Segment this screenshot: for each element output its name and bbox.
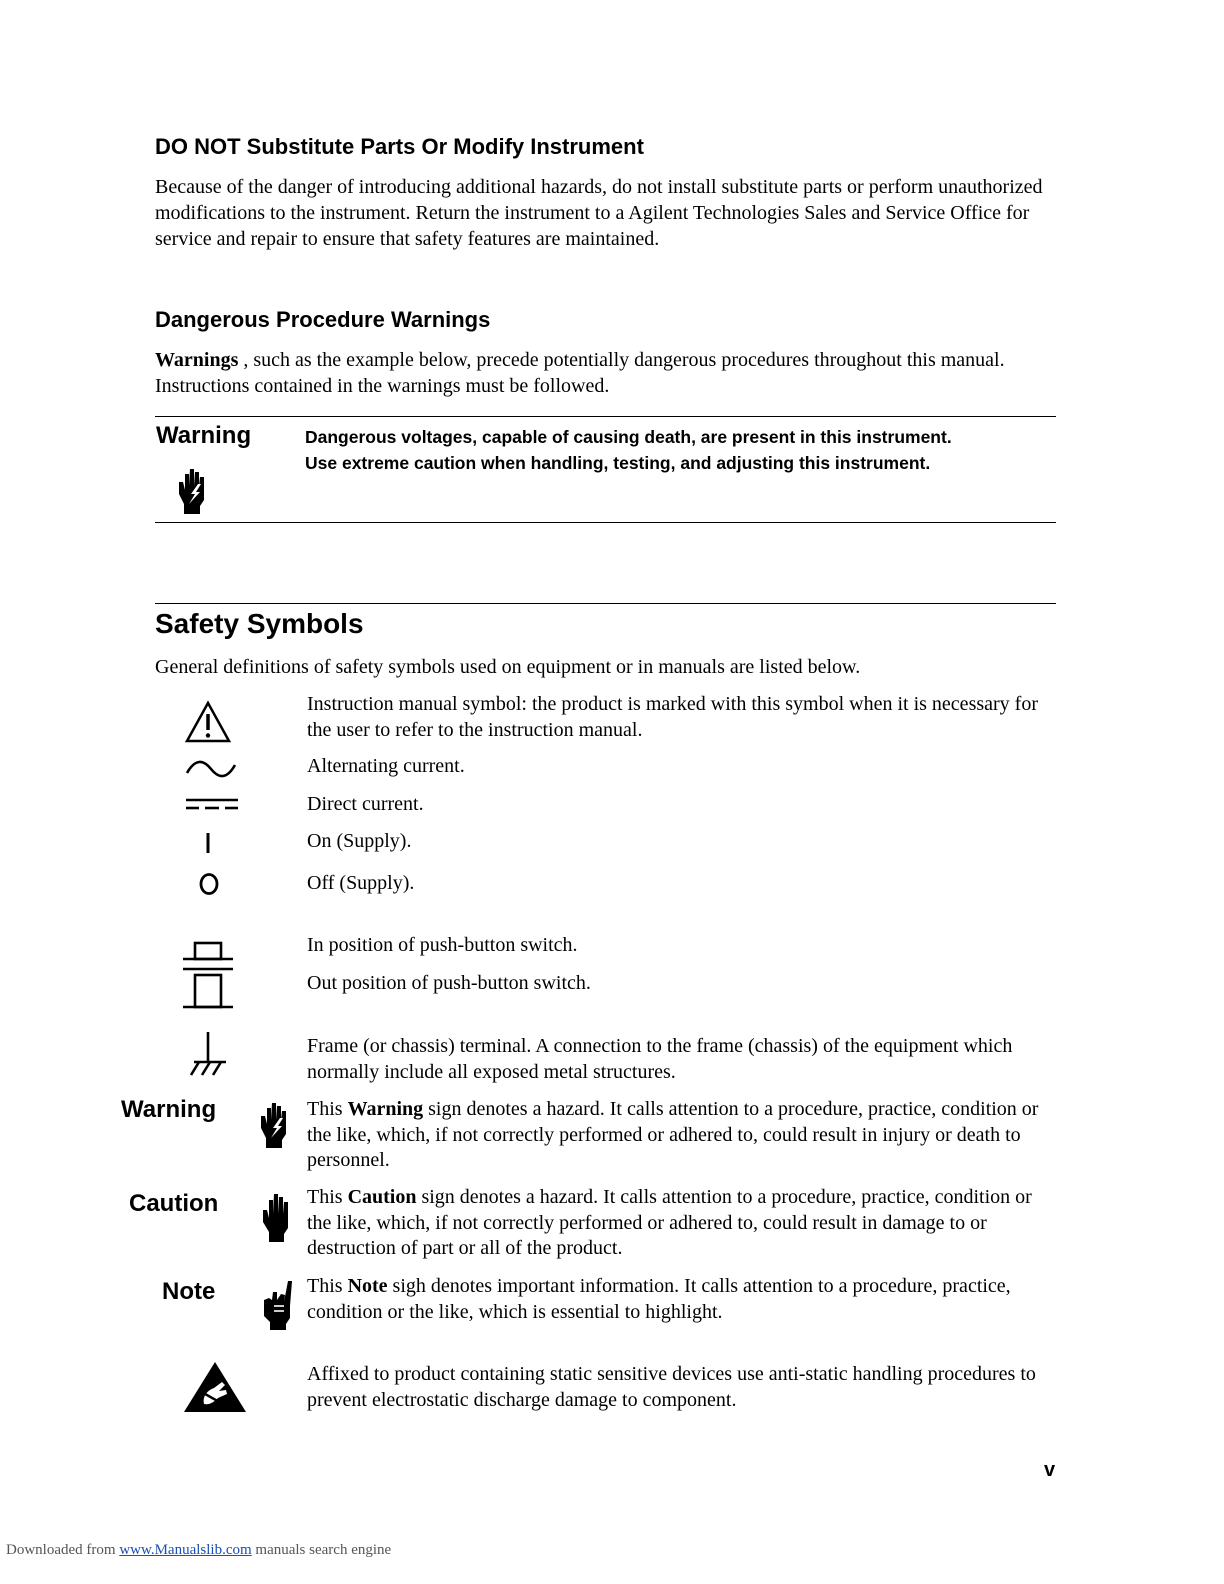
- note-sign-term: Note: [347, 1275, 388, 1297]
- off-supply-icon: [198, 872, 220, 896]
- safety-symbols-title: Safety Symbols: [155, 608, 364, 639]
- push-button-in-text: In position of push-button switch.: [307, 934, 578, 956]
- push-button-out-icon: [182, 965, 234, 1011]
- section-heading-dangerous-procedure: Dangerous Procedure Warnings: [155, 307, 491, 332]
- instruction-manual-triangle-icon: [184, 700, 232, 744]
- section-heading-substitute-parts: DO NOT Substitute Parts Or Modify Instrument: [155, 134, 644, 159]
- instruction-manual-text: Instruction manual symbol: the product is marked with this symbol when it is necessary for the user to refer to the instruction manual.: [307, 693, 1038, 741]
- warnings-description: , such as the example below, precede potentially dangerous procedures throughout this manual. Instructions contained in the warnings must be followed.: [155, 349, 1005, 397]
- direct-current-icon: [185, 797, 239, 811]
- chassis-terminal-icon: [186, 1030, 230, 1078]
- safety-symbols-intro: General definitions of safety symbols used on equipment or in manuals are listed below.: [155, 656, 861, 678]
- note-sign-text: [307, 1274, 1057, 1325]
- chassis-terminal-text: Frame (or chassis) terminal. A connection to the frame (chassis) of the equipment which normally include all exposed metal structures.: [307, 1035, 1013, 1083]
- note-label: Note: [162, 1278, 216, 1305]
- warning-box-text: [305, 424, 1065, 476]
- footer-link[interactable]: www.Manualslib.com: [119, 1542, 252, 1558]
- caution-hand-icon: [260, 1190, 296, 1244]
- warning-box-top-rule: [155, 416, 1056, 417]
- caution-sign-text: [307, 1185, 1057, 1262]
- push-button-out-text: Out position of push-button switch.: [307, 972, 591, 994]
- esd-warning-icon: [182, 1360, 248, 1414]
- esd-text: Affixed to product containing static sensitive devices use anti-static handling procedures to prevent electrostatic discharge damage to component.: [307, 1363, 1036, 1411]
- page-number: v: [1044, 1459, 1056, 1481]
- warning-sign-text: [307, 1097, 1057, 1174]
- alternating-current-text: Alternating current.: [307, 755, 465, 777]
- caution-sign-rest: sign denotes a hazard. It calls attention to a procedure, practice, condition or the like, which, if not correctly performed or adhered to, could result in damage to or destruction of part or all of the product.: [307, 1186, 1032, 1259]
- caution-label: Caution: [129, 1190, 219, 1217]
- warning-box-line-2: Use extreme caution when handling, testing, and adjusting this instrument.: [305, 453, 931, 473]
- direct-current-text: Direct current.: [307, 793, 424, 815]
- push-button-in-icon: [182, 940, 234, 964]
- warning-hand-icon: [258, 1098, 294, 1150]
- warning-box-bottom-rule: [155, 522, 1056, 523]
- warning-label: Warning: [121, 1096, 217, 1123]
- note-sign-lead: This: [307, 1275, 348, 1297]
- warning-sign-term: Warning: [347, 1098, 424, 1120]
- on-supply-icon: [203, 832, 213, 854]
- safety-section-rule: [155, 603, 1056, 604]
- on-supply-text: On (Supply).: [307, 830, 412, 852]
- footer: [6, 1542, 391, 1559]
- caution-sign-lead: This: [307, 1186, 348, 1208]
- note-hand-icon: [260, 1278, 298, 1332]
- warnings-term: Warnings: [155, 349, 239, 371]
- warning-sign-lead: This: [307, 1098, 348, 1120]
- section-body-dangerous-procedure: [155, 347, 1045, 399]
- hand-warning-icon: [176, 464, 212, 516]
- footer-suffix: manuals search engine: [251, 1542, 392, 1558]
- alternating-current-icon: [185, 759, 237, 779]
- warning-sign-rest: sign denotes a hazard. It calls attention to a procedure, practice, condition or the like, which, if not correctly performed or adhered to, could result in injury or death to personnel.: [307, 1098, 1039, 1171]
- off-supply-text: Off (Supply).: [307, 872, 415, 894]
- warning-box-label: Warning: [156, 422, 252, 449]
- caution-sign-term: Caution: [347, 1186, 417, 1208]
- warning-box-line-1: Dangerous voltages, capable of causing death, are present in this instrument.: [305, 427, 952, 447]
- section-body-substitute-parts: Because of the danger of introducing additional hazards, do not install substitute parts or perform unauthorized modifications to the instrument. Return the instrument to a Agilent Technologies Sales and Service Office for service and repair to ensure that safety features are maintained.: [155, 176, 1043, 250]
- note-sign-rest: sigh denotes important information. It calls attention to a procedure, practice, condition or the like, which is essential to highlight.: [307, 1275, 1011, 1323]
- footer-prefix: Downloaded from: [6, 1542, 120, 1558]
